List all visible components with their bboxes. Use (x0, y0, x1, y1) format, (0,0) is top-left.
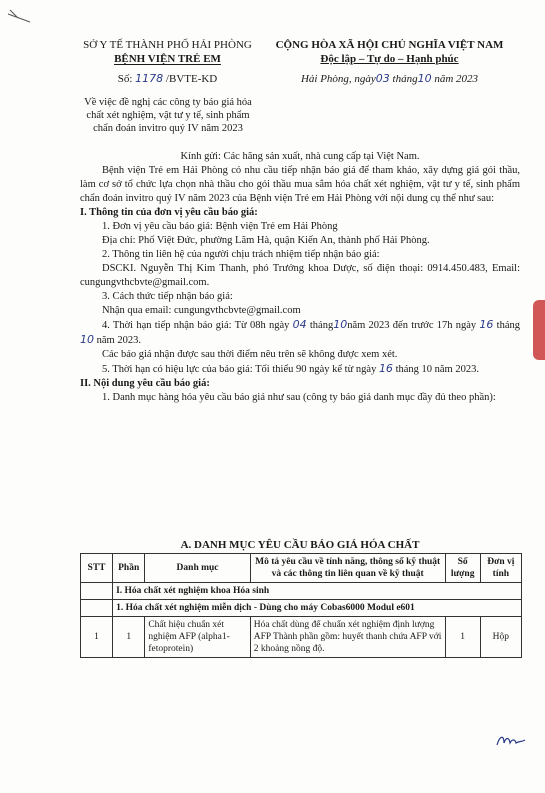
col-header-danh-muc: Danh mục (145, 554, 250, 583)
doc-date: Hải Phòng, ngày03 tháng10 năm 2023 (300, 72, 479, 85)
item-2: 2. Thông tin liên hệ của người chịu trách nhiệm tiếp nhận báo giá: (102, 249, 380, 260)
red-stamp-edge (533, 300, 545, 360)
address: Địa chỉ: Phố Việt Đức, phường Lãm Hà, quận Kiến An, thành phố Hải Phòng. (102, 235, 430, 246)
col-header-phan: Phần (113, 554, 145, 583)
issuer-header (80, 38, 255, 86)
national-motto: Độc lập – Tự do – Hạnh phúc (320, 53, 459, 65)
cell-mo-ta: Hóa chất dùng để chuẩn xét nghiệm định lượng AFP Thành phần gồm: huyết thanh chứa AFP với 2 khoảng nồng độ. (250, 617, 445, 658)
col-header-so-luong: Số lượng (445, 554, 480, 583)
cell-danh-muc: Chất hiệu chuẩn xét nghiệm AFP (alpha1-fetoprotein) (145, 617, 250, 658)
request-table (80, 553, 522, 658)
item-1: 1. Đơn vị yêu cầu báo giá: Bệnh viện Trẻ em Hải Phòng (102, 221, 338, 232)
item-3: 3. Cách thức tiếp nhận báo giá: (102, 291, 233, 302)
section-2-heading: II. Nội dung yêu cầu báo giá: (80, 378, 210, 389)
cell-so-luong: 1 (445, 617, 480, 658)
subgroup-label: 1. Hóa chất xét nghiệm miễn dịch - Dùng cho máy Cobas6000 Modul e601 (113, 600, 522, 617)
cell-stt: 1 (81, 617, 113, 658)
table-header-row (81, 554, 522, 583)
late-note: Các báo giá nhận được sau thời điểm nêu trên sẽ không được xem xét. (102, 349, 398, 360)
greeting: Kính gửi: Các hãng sản xuất, nhà cung cấp tại Việt Nam. (180, 151, 420, 162)
receive-email: Nhận qua email: cungungvthcbvte@gmail.com (102, 305, 301, 316)
cell-phan: 1 (113, 617, 145, 658)
group-label: I. Hóa chất xét nghiệm khoa Hóa sinh (113, 583, 522, 600)
pen-mark-icon (6, 6, 36, 28)
section-1-heading: I. Thông tin của đơn vị yêu cầu báo giá: (80, 207, 258, 218)
item-4: 4. Thời hạn tiếp nhận báo giá: Từ 08h ngày 04 tháng10năm 2023 đến trước 17h ngày 16 tháng 10 năm 2023. (80, 318, 520, 346)
col-header-stt: STT (81, 554, 113, 583)
national-title: CỘNG HÒA XÃ HỘI CHỦ NGHĨA VIỆT NAM (275, 39, 504, 51)
item-2-1: 1. Danh mục hàng hóa yêu cầu báo giá như sau (công ty báo giá danh mục đầy đủ theo phần): (102, 392, 496, 403)
issuer-department: SỞ Y TẾ THÀNH PHỐ HẢI PHÒNG (83, 39, 252, 51)
issuer-hospital: BỆNH VIỆN TRẺ EM (114, 53, 221, 65)
intro-paragraph: Bệnh viện Trẻ em Hải Phòng có nhu cầu tiếp nhận báo giá để tham khảo, xây dựng giá gói thầu, làm cơ sở tổ chức lựa chọn nhà thầu cho gói thầu mua sắm hóa chất xét nghiệm, vật tư y tế, sinh phẩm chẩn đoán invitro quý IV năm 2023 của Bệnh viện Trẻ em Hải Phòng với nội dung cụ thể như sau: (80, 165, 520, 204)
signature-icon (494, 731, 528, 751)
col-header-mo-ta: Mô tả yêu cầu về tính năng, thông số kỹ thuật và các thông tin liên quan về kỹ thuật (250, 554, 445, 583)
table-row (81, 617, 522, 658)
col-header-don-vi: Đơn vị tính (480, 554, 521, 583)
doc-body (80, 150, 520, 405)
cell-don-vi: Hộp (480, 617, 521, 658)
doc-number: Số: 1178 /BVTE-KD (117, 72, 218, 85)
national-header (262, 38, 517, 86)
group-row (81, 583, 522, 600)
contact: DSCKI. Nguyễn Thị Kim Thanh, phó Trưởng khoa Dược, số điện thoại: 0914.450.483, Email: cungungvthcbvte@gmail.com. (80, 263, 520, 288)
doc-number-handwritten: 1178 (135, 72, 164, 85)
item-5: 5. Thời hạn có hiệu lực của báo giá: Tối thiểu 90 ngày kể từ ngày 16 tháng 10 năm 2023. (102, 362, 479, 375)
table-title: A. DANH MỤC YÊU CẦU BÁO GIÁ HÓA CHẤT (180, 539, 420, 551)
group-row (81, 600, 522, 617)
doc-subject: Về việc đề nghị các công ty báo giá hóa chất xét nghiệm, vật tư y tế, sinh phẩm chẩn đoán invitro quý IV năm 2023 (84, 97, 252, 134)
